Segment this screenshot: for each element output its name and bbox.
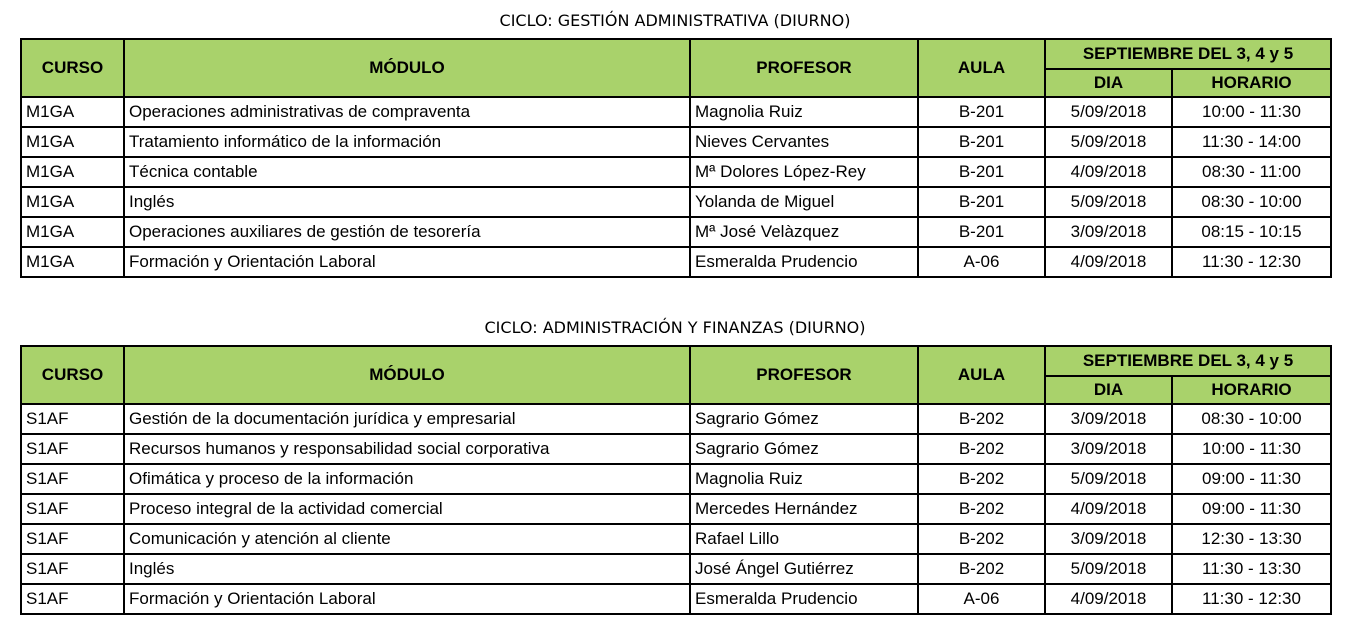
modulo-cell: Recursos humanos y responsabilidad social corporativa <box>124 434 690 464</box>
dia-cell: 4/09/2018 <box>1045 584 1172 614</box>
table-row <box>21 434 1331 464</box>
profesor-cell: Sagrario Gómez <box>690 404 918 434</box>
profesor-cell: Mercedes Hernández <box>690 494 918 524</box>
profesor-cell: Nieves Cervantes <box>690 127 918 157</box>
modulo-cell: Formación y Orientación Laboral <box>124 247 690 277</box>
curso-cell: M1GA <box>21 247 124 277</box>
modulo-cell: Ofimática y proceso de la información <box>124 464 690 494</box>
schedule-table <box>20 38 1332 278</box>
modulo-cell: Inglés <box>124 187 690 217</box>
modulo-cell: Gestión de la documentación jurídica y empresarial <box>124 404 690 434</box>
profesor-cell: Magnolia Ruiz <box>690 97 918 127</box>
header-dia: DIA <box>1045 69 1172 97</box>
header-modulo: MÓDULO <box>124 346 690 404</box>
aula-cell: B-201 <box>918 157 1045 187</box>
horario-cell: 08:30 - 11:00 <box>1172 157 1331 187</box>
table-row <box>21 464 1331 494</box>
schedule-section-gestion <box>20 0 1330 278</box>
dia-cell: 5/09/2018 <box>1045 554 1172 584</box>
dia-cell: 5/09/2018 <box>1045 127 1172 157</box>
horario-cell: 11:30 - 14:00 <box>1172 127 1331 157</box>
dia-cell: 5/09/2018 <box>1045 187 1172 217</box>
curso-cell: M1GA <box>21 157 124 187</box>
horario-cell: 11:30 - 12:30 <box>1172 247 1331 277</box>
horario-cell: 11:30 - 13:30 <box>1172 554 1331 584</box>
profesor-cell: Rafael Lillo <box>690 524 918 554</box>
table-row <box>21 157 1331 187</box>
aula-cell: B-202 <box>918 404 1045 434</box>
curso-cell: S1AF <box>21 494 124 524</box>
header-curso: CURSO <box>21 39 124 97</box>
header-horario: HORARIO <box>1172 376 1331 404</box>
header-curso: CURSO <box>21 346 124 404</box>
aula-cell: A-06 <box>918 584 1045 614</box>
header-profesor: PROFESOR <box>690 346 918 404</box>
table-row <box>21 247 1331 277</box>
table-body <box>21 97 1331 277</box>
aula-cell: A-06 <box>918 247 1045 277</box>
profesor-cell: Sagrario Gómez <box>690 434 918 464</box>
curso-cell: S1AF <box>21 554 124 584</box>
profesor-cell: Esmeralda Prudencio <box>690 247 918 277</box>
header-septiembre: SEPTIEMBRE DEL 3, 4 y 5 <box>1045 39 1331 69</box>
table-row <box>21 404 1331 434</box>
table-row <box>21 187 1331 217</box>
curso-cell: S1AF <box>21 464 124 494</box>
horario-cell: 11:30 - 12:30 <box>1172 584 1331 614</box>
table-row <box>21 217 1331 247</box>
schedule-table <box>20 345 1332 615</box>
horario-cell: 12:30 - 13:30 <box>1172 524 1331 554</box>
aula-cell: B-201 <box>918 217 1045 247</box>
curso-cell: S1AF <box>21 524 124 554</box>
section-title: CICLO: ADMINISTRACIÓN Y FINANZAS (DIURNO) <box>484 318 866 337</box>
aula-cell: B-202 <box>918 524 1045 554</box>
modulo-cell: Operaciones auxiliares de gestión de tesorería <box>124 217 690 247</box>
dia-cell: 3/09/2018 <box>1045 434 1172 464</box>
horario-cell: 09:00 - 11:30 <box>1172 494 1331 524</box>
profesor-cell: José Ángel Gutiérrez <box>690 554 918 584</box>
aula-cell: B-202 <box>918 494 1045 524</box>
dia-cell: 5/09/2018 <box>1045 97 1172 127</box>
curso-cell: M1GA <box>21 97 124 127</box>
schedule-section-finanzas <box>20 307 1330 615</box>
dia-cell: 4/09/2018 <box>1045 157 1172 187</box>
modulo-cell: Proceso integral de la actividad comercial <box>124 494 690 524</box>
horario-cell: 09:00 - 11:30 <box>1172 464 1331 494</box>
horario-cell: 08:15 - 10:15 <box>1172 217 1331 247</box>
table-row <box>21 584 1331 614</box>
aula-cell: B-202 <box>918 554 1045 584</box>
aula-cell: B-201 <box>918 97 1045 127</box>
header-aula: AULA <box>918 39 1045 97</box>
header-profesor: PROFESOR <box>690 39 918 97</box>
curso-cell: M1GA <box>21 187 124 217</box>
table-row <box>21 524 1331 554</box>
header-dia: DIA <box>1045 376 1172 404</box>
horario-cell: 08:30 - 10:00 <box>1172 187 1331 217</box>
table-row <box>21 554 1331 584</box>
horario-cell: 08:30 - 10:00 <box>1172 404 1331 434</box>
profesor-cell: Esmeralda Prudencio <box>690 584 918 614</box>
modulo-cell: Formación y Orientación Laboral <box>124 584 690 614</box>
curso-cell: M1GA <box>21 217 124 247</box>
dia-cell: 3/09/2018 <box>1045 404 1172 434</box>
modulo-cell: Inglés <box>124 554 690 584</box>
header-modulo: MÓDULO <box>124 39 690 97</box>
aula-cell: B-202 <box>918 464 1045 494</box>
dia-cell: 3/09/2018 <box>1045 524 1172 554</box>
dia-cell: 5/09/2018 <box>1045 464 1172 494</box>
modulo-cell: Comunicación y atención al cliente <box>124 524 690 554</box>
curso-cell: S1AF <box>21 584 124 614</box>
aula-cell: B-202 <box>918 434 1045 464</box>
curso-cell: S1AF <box>21 434 124 464</box>
curso-cell: M1GA <box>21 127 124 157</box>
table-body <box>21 404 1331 614</box>
header-septiembre: SEPTIEMBRE DEL 3, 4 y 5 <box>1045 346 1331 376</box>
aula-cell: B-201 <box>918 127 1045 157</box>
horario-cell: 10:00 - 11:30 <box>1172 97 1331 127</box>
table-row <box>21 494 1331 524</box>
dia-cell: 3/09/2018 <box>1045 217 1172 247</box>
profesor-cell: Magnolia Ruiz <box>690 464 918 494</box>
modulo-cell: Operaciones administrativas de compraventa <box>124 97 690 127</box>
dia-cell: 4/09/2018 <box>1045 494 1172 524</box>
modulo-cell: Tratamiento informático de la información <box>124 127 690 157</box>
modulo-cell: Técnica contable <box>124 157 690 187</box>
header-aula: AULA <box>918 346 1045 404</box>
horario-cell: 10:00 - 11:30 <box>1172 434 1331 464</box>
aula-cell: B-201 <box>918 187 1045 217</box>
profesor-cell: Mª José Velàzquez <box>690 217 918 247</box>
profesor-cell: Mª Dolores López-Rey <box>690 157 918 187</box>
table-row <box>21 127 1331 157</box>
dia-cell: 4/09/2018 <box>1045 247 1172 277</box>
section-title: CICLO: GESTIÓN ADMINISTRATIVA (DIURNO) <box>499 11 851 30</box>
curso-cell: S1AF <box>21 404 124 434</box>
table-row <box>21 97 1331 127</box>
profesor-cell: Yolanda de Miguel <box>690 187 918 217</box>
header-horario: HORARIO <box>1172 69 1331 97</box>
